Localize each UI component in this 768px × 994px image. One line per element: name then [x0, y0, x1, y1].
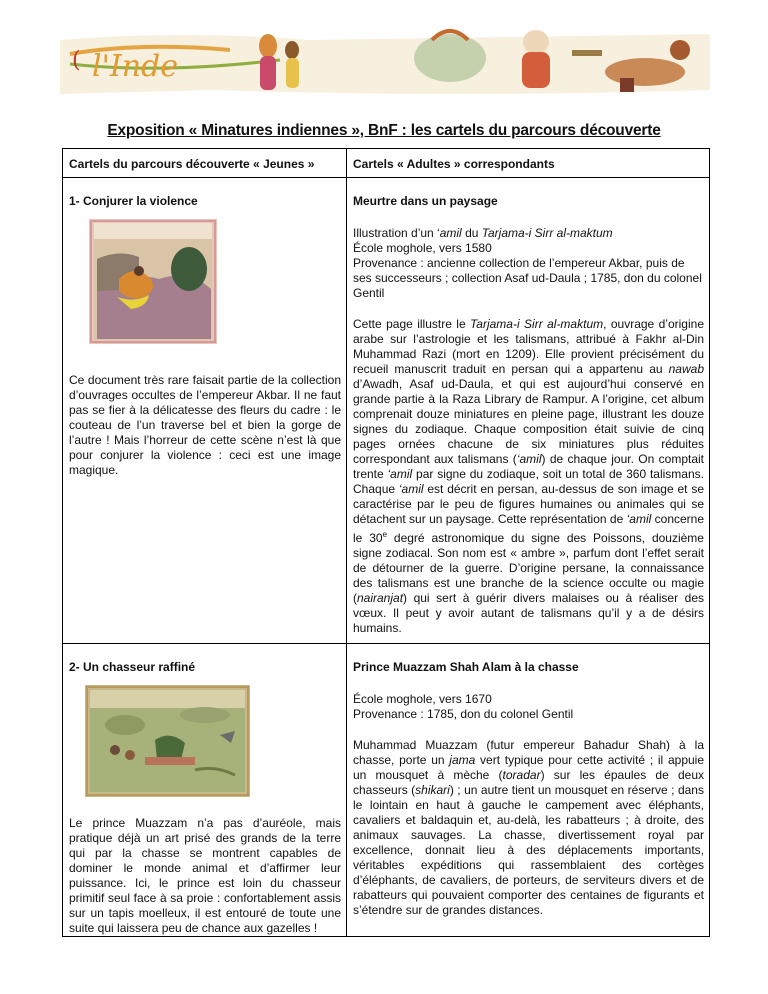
- svg-text:(: (: [72, 48, 81, 73]
- adult-cartel-description: Muhammad Muazzam (futur empereur Bahadur Shah) à la chasse, porte un jama vert typique pour cette activité ; il appuie un mousquet à mèche (toradar) sur les épaules de deux chasseurs (shikari) ; un autre tient un mousquet en réserve ; dans le lointain en haut à gauche le campement avec éléphants, cavaliers et baldaquin et, au-delà, les rabatteurs ; à droite, des animaux sauvages. La chasse, divertissement royal par excellence, donnait lieu à des déplacements importants, véritables expéditions qui rassemblaient des cortèges d’éléphants, de cavaliers, de porteurs, de serviteurs divers et de rabatteurs qui pouvaient comporter des centaines de figurants et s’étendre sur de grandes distances.: [353, 738, 704, 917]
- adult-cartel-description: Cette page illustre le Tarjama-i Sirr al-maktum, ouvrage d’origine arabe sur l’astrologie et les talismans, attribué à Fakhr al-Din Muhammad Razi (mort en 1209). Elle provient précisément du recueil manuscrit traduit en persan qui a appartenu au nawab d’Awadh, Asaf ud-Daula, et qui est aujourd’hui conservé en grande partie à la Raza Library de Rampur. A l’origine, cet album comprenait douze miniatures en pleine page, illustrant les douze signes du zodiaque. Chaque composition était suivie de cinq pages ornées chacune de six miniatures plus réduites correspondant aux talismans (‘amil) de chaque jour. On comptait trente ‘amil par signe du zodiaque, soit un total de 360 talismans. Chaque ‘amil est décrit en persan, au-dessus de son image et se caractérise par le peu de figures humaines ou animales qui se détachent sur un paysage. Cette représentation de ‘amil concerne le 30e degré astronomique du signe des Poissons, douzième signe zodiacal. Son nom est « ambre », parfum dont l’effet serait de détourner de la guerre. D’origine persane, la connaissance des talismans est une branche de la science occulte ou magie (nairanjat) qui sert à guérir divers malaises ou à réaliser des vœux. Il peut y avoir autant de talismans qu’il y a de désirs humains.: [353, 317, 705, 635]
- miniature-image-hunt: [85, 685, 250, 797]
- adult-cartel-title: Meurtre dans un paysage: [353, 194, 498, 208]
- column-header-young: Cartels du parcours découverte « Jeunes »: [63, 149, 347, 178]
- young-cartel-text: Le prince Muazzam n’a pas d’auréole, mais pratique déjà un art prisé des grands de la terre qui par la chasse se montrent capables de dominer le monde animal et d’affirmer leur puissance. Ici, le prince est loin du chasseur primitif seul face à sa proie : confortablement assis sur un tapis moelleux, il est entouré de toute une suite qui laissera peu de chance aux gazelles !: [69, 816, 341, 935]
- column-header-adult: Cartels « Adultes » correspondants: [347, 149, 710, 178]
- adult-cartel-metadata: Illustration d’un ‘amil du Tarjama-i Sirr al-maktum École moghole, vers 1580 Provenance : ancienne collection de l’empereur Akbar, puis de ses successeurs ; collection Asaf ud-Daula ; 1785, don du colonel Gentil: [353, 226, 702, 300]
- young-cartel-text: Ce document très rare faisait partie de la collection d’ouvrages occultes de l’empereur Akbar. Il ne faut pas se fier à la délicatesse des fleurs du cadre : le couteau de l’un traverse bel et bien la gorge de l’autre ! Mais l’horreur de cette scène n’est là que pour conjurer la violence : ceci est une image magique.: [69, 373, 341, 477]
- young-cartel-cell: [63, 178, 347, 644]
- young-cartel-cell: [63, 644, 347, 937]
- table-row: [63, 644, 710, 937]
- cartels-table: [62, 148, 710, 937]
- banner-logo: l'Inde: [92, 49, 178, 84]
- table-header-row: [63, 149, 710, 178]
- adult-cartel-title: Prince Muazzam Shah Alam à la chasse: [353, 660, 579, 674]
- adult-cartel-cell: [347, 178, 710, 644]
- adult-cartel-cell: [347, 644, 710, 937]
- document-title: Exposition « Minatures indiennes », BnF : les cartels du parcours découverte: [107, 122, 661, 139]
- young-cartel-title: 1- Conjurer la violence: [69, 194, 198, 208]
- adult-cartel-metadata: École moghole, vers 1670 Provenance : 1785, don du colonel Gentil: [353, 692, 574, 721]
- young-cartel-title: 2- Un chasseur raffiné: [69, 660, 196, 674]
- table-row: [63, 178, 710, 644]
- header-banner: [60, 20, 710, 100]
- miniature-image-murder: [89, 219, 217, 344]
